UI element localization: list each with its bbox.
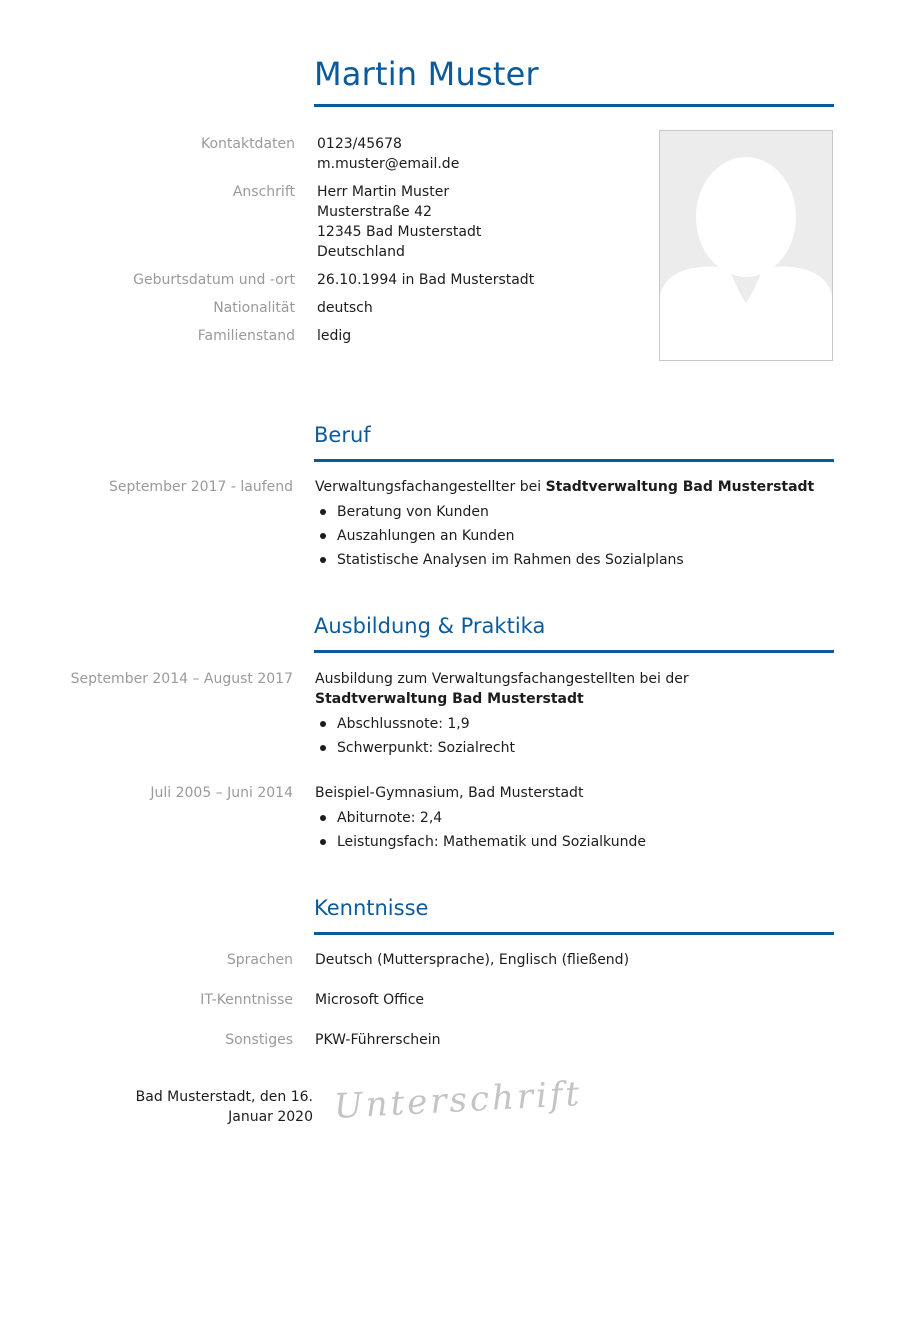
birth-label: Geburtsdatum und -ort (133, 272, 295, 288)
person-placeholder-icon (660, 131, 832, 360)
job-entry (315, 477, 835, 572)
phone-value: 0123/45678 (317, 136, 402, 152)
education-entry (315, 783, 835, 854)
section-rule (314, 650, 834, 653)
skill-label: Sonstiges (225, 1032, 293, 1048)
nationality-label: Nationalität (213, 300, 295, 316)
entry-employer: Stadtverwaltung Bad Musterstadt (315, 691, 584, 707)
section-title-ausbildung: Ausbildung & Praktika (314, 614, 546, 638)
bullet-icon (320, 509, 326, 515)
address-line: Herr Martin Muster (317, 184, 450, 200)
address-line: 12345 Bad Musterstadt (317, 224, 482, 240)
skill-value: Deutsch (Muttersprache), Englisch (fließend) (315, 952, 630, 968)
entry-bullets (315, 712, 815, 760)
bullet-icon (320, 557, 326, 563)
bullet-icon (320, 745, 326, 751)
entry-period: September 2017 - laufend (108, 479, 293, 495)
education-entry (315, 669, 815, 760)
address-value (317, 182, 481, 262)
email-value: m.muster@email.de (317, 156, 460, 172)
entry-bullets (315, 500, 835, 572)
skill-value: Microsoft Office (315, 992, 425, 1008)
bullet-icon (320, 839, 326, 845)
name-title: Martin Muster (314, 55, 539, 93)
list-item: Schwerpunkt: Sozialrecht (315, 736, 815, 760)
profile-photo (659, 130, 833, 361)
header-rule (314, 104, 834, 107)
entry-period: September 2014 – August 2017 (70, 671, 293, 687)
entry-text: Verwaltungsfachangestellter bei (315, 479, 546, 495)
section-title-beruf: Beruf (314, 423, 371, 447)
entry-period: Juli 2005 – Juni 2014 (150, 785, 293, 801)
entry-headline: Beispiel-Gymnasium, Bad Musterstadt (315, 785, 584, 801)
list-item: Statistische Analysen im Rahmen des Sozialplans (315, 548, 835, 572)
entry-bullets (315, 806, 835, 854)
address-line: Deutschland (317, 244, 405, 260)
contact-value (317, 134, 459, 174)
marital-label: Familienstand (197, 328, 295, 344)
address-line: Musterstraße 42 (317, 204, 432, 220)
bullet-icon (320, 533, 326, 539)
list-item: Auszahlungen an Kunden (315, 524, 835, 548)
list-item: Leistungsfach: Mathematik und Sozialkunde (315, 830, 835, 854)
signature: Unterschrift (333, 1074, 584, 1127)
marital-value: ledig (317, 328, 352, 344)
address-label: Anschrift (232, 184, 295, 200)
place-date: Bad Musterstadt, den 16. Januar 2020 (135, 1089, 313, 1125)
nationality-value: deutsch (317, 300, 373, 316)
entry-headline (315, 477, 835, 497)
list-item: Abschlussnote: 1,9 (315, 712, 815, 736)
contact-label: Kontaktdaten (200, 136, 295, 152)
list-item: Beratung von Kunden (315, 500, 835, 524)
skill-label: Sprachen (226, 952, 293, 968)
skill-value: PKW-Führerschein (315, 1032, 441, 1048)
bullet-icon (320, 721, 326, 727)
section-rule (314, 932, 834, 935)
birth-value: 26.10.1994 in Bad Musterstadt (317, 272, 535, 288)
entry-text: Ausbildung zum Verwaltungsfachangestellten bei der (315, 671, 689, 687)
entry-headline (315, 669, 815, 709)
skill-label: IT-Kenntnisse (200, 992, 293, 1008)
section-title-kenntnisse: Kenntnisse (314, 896, 429, 920)
entry-employer: Stadtverwaltung Bad Musterstadt (545, 479, 815, 495)
section-rule (314, 459, 834, 462)
list-item: Abiturnote: 2,4 (315, 806, 835, 830)
bullet-icon (320, 815, 326, 821)
